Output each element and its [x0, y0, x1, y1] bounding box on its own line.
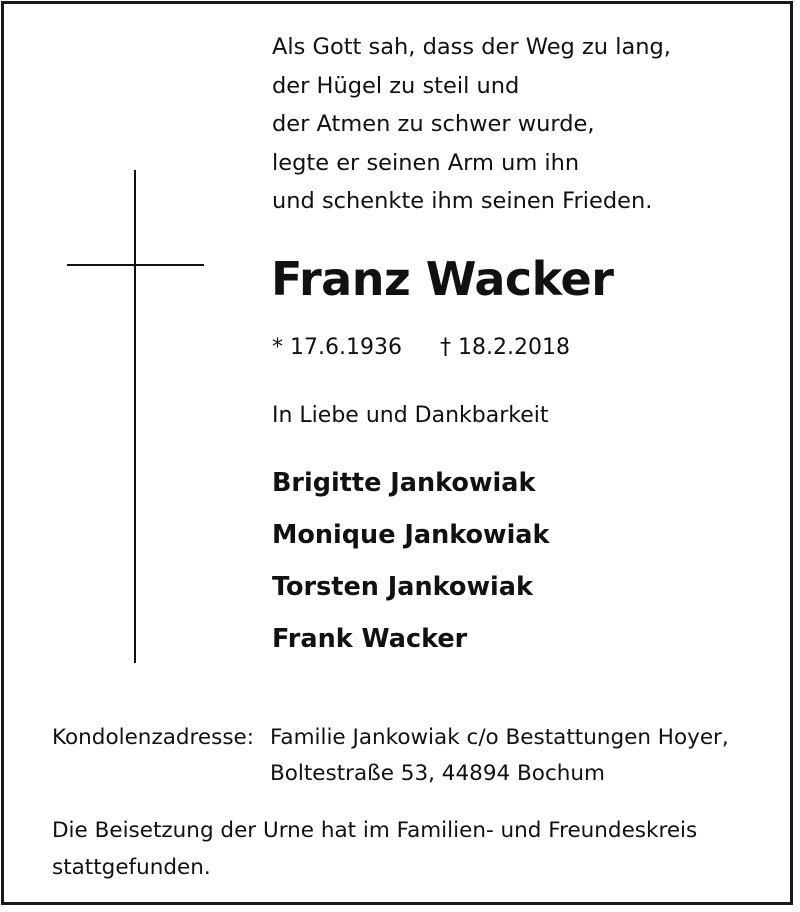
verse-line: der Hügel zu steil und — [272, 72, 520, 99]
mourner-name: Brigitte Jankowiak — [272, 468, 536, 498]
condolence-label: Kondolenzadresse: — [52, 725, 255, 750]
death-date: † 18.2.2018 — [440, 335, 570, 360]
cross-vertical-bar — [134, 170, 136, 663]
mourners-list — [272, 457, 549, 665]
condolence-address-line-2: Boltestraße 53, 44894 Bochum — [270, 761, 605, 786]
condolence-address-line-1: Familie Jankowiak c/o Bestattungen Hoyer, — [270, 725, 729, 750]
deceased-name: Franz Wacker — [271, 252, 614, 306]
verse-line: und schenkte ihm seinen Frieden. — [272, 188, 653, 214]
closing-phrase: In Liebe und Dankbarkeit — [272, 403, 549, 428]
condolence-address — [52, 720, 729, 786]
verse-line: der Atmen zu schwer wurde, — [272, 111, 595, 137]
mourner-name: Monique Jankowiak — [272, 520, 550, 550]
birth-date: * 17.6.1936 — [272, 335, 402, 360]
verse-line: legte er seinen Arm um ihn — [272, 149, 580, 176]
verse-line: Als Gott sah, dass der Weg zu lang, — [272, 34, 671, 60]
mourner-name: Torsten Jankowiak — [272, 572, 533, 602]
burial-note: Die Beisetzung der Urne hat im Familien- und Freundeskreis stattgefunden. — [52, 818, 698, 880]
memorial-verse — [272, 28, 671, 221]
cross-horizontal-bar — [67, 264, 204, 266]
mourner-name: Frank Wacker — [272, 624, 468, 654]
